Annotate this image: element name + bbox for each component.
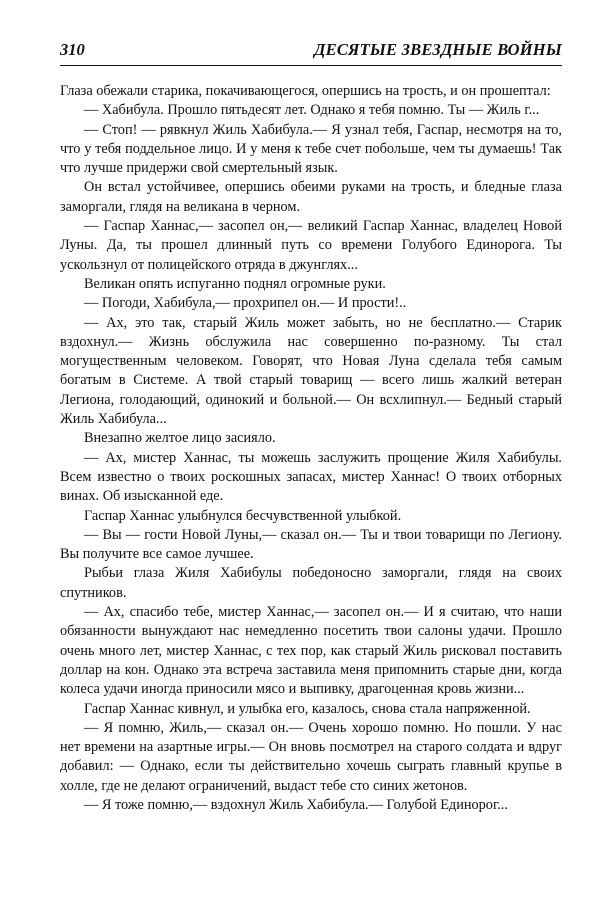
running-header xyxy=(60,40,562,60)
paragraph: — Гаспар Ханнас,— засопел он,— великий Гаспар Ханнас, владелец Новой Луны. Да, ты прошел длинный путь со времени Голубого Единорога. Ты ускользнул от полицейского отряда в джунглях... xyxy=(60,218,562,273)
paragraph: — Хабибула. Прошло пятьдесят лет. Однако я тебя помню. Ты — Жиль г... xyxy=(84,102,540,119)
paragraph: Глаза обежали старика, покачивающегося, опершись на трость, и он прошептал: xyxy=(60,83,551,99)
paragraph: — Стоп! — рявкнул Жиль Хабибула.— Я узнал тебя, Гаспар, несмотря на то, что у тебя поддельное лицо. И у меня к тебе счет побольше, чем ты думаешь! Так что лучше придержи свой смертельный язык. xyxy=(60,121,562,177)
paragraph: — Ах, мистер Ханнас, ты можешь заслужить прощение Жиля Хабибулы. Всем известно о твоих роскошных запасах, мистер Ханнас! О твоих отборных винах. Об изысканной еде. xyxy=(60,449,562,505)
paragraph: Гаспар Ханнас кивнул, и улыбка его, казалось, снова стала напряженной. xyxy=(84,700,531,717)
paragraph: — Ах, спасибо тебе, мистер Ханнас,— засопел он.— И я считаю, что наши обязанности вынуждают нас немедленно посетить твои салоны удачи. Прошло очень много лет, мистер Ханнас, с тех пор, как старый Жиль рисковал поставить доллар на кон. Однако эта встреча заставила меня припомнить старые дни, когда колеса удачи иногда приносили мясо и выпивку, драгоценная кровь жизни... xyxy=(60,604,562,698)
paragraph: Великан опять испуганно поднял огромные руки. xyxy=(84,275,386,292)
paragraph: — Вы — гости Новой Луны,— сказал он.— Ты и твои товарищи по Легиону. Вы получите все самое лучшее. xyxy=(60,526,562,563)
paragraph: — Ах, это так, старый Жиль может забыть, но не бесплатно.— Старик вздохнул.— Жизнь обслужила нас совершенно по-разному. Ты стал могущественным человеком. Говорят, что Новая Луна сделала тебя самым богатым в Системе. А твой старый товарищ — всего лишь жалкий ветеран Легиона, голодающий, одинокий и больной.— Он всхлипнул.— Бедный старый Жиль Хабибула... xyxy=(60,314,562,428)
page-number: 310 xyxy=(60,40,85,59)
running-title: ДЕСЯТЫЕ ЗВЕЗДНЫЕ ВОЙНЫ xyxy=(314,40,562,59)
paragraph: — Погоди, Хабибула,— прохрипел он.— И прости!.. xyxy=(84,295,407,312)
paragraph: Рыбьи глаза Жиля Хабибулы победоносно заморгали, глядя на своих спутников. xyxy=(60,565,562,601)
paragraph: — Я тоже помню,— вздохнул Жиль Хабибула.— Голубой Единорог... xyxy=(84,796,508,813)
body-text xyxy=(60,82,562,815)
paragraph: Внезапно желтое лицо засияло. xyxy=(84,430,276,447)
header-rule xyxy=(60,65,562,66)
paragraph: Гаспар Ханнас улыбнулся бесчувственной улыбкой. xyxy=(84,507,402,524)
paragraph: — Я помню, Жиль,— сказал он.— Очень хорошо помню. Но пошли. У нас нет времени на азартные игры.— Он вновь посмотрел на старого солдата и вдруг добавил: — Однако, если ты действительно хочешь сыграть главный крупье в холле, где не делают ограничений, выдаст тебе сто синих жетонов. xyxy=(60,719,562,794)
paragraph: Он встал устойчивее, опершись обеими руками на трость, и бледные глаза заморгали, глядя на великана в черном. xyxy=(60,179,562,215)
